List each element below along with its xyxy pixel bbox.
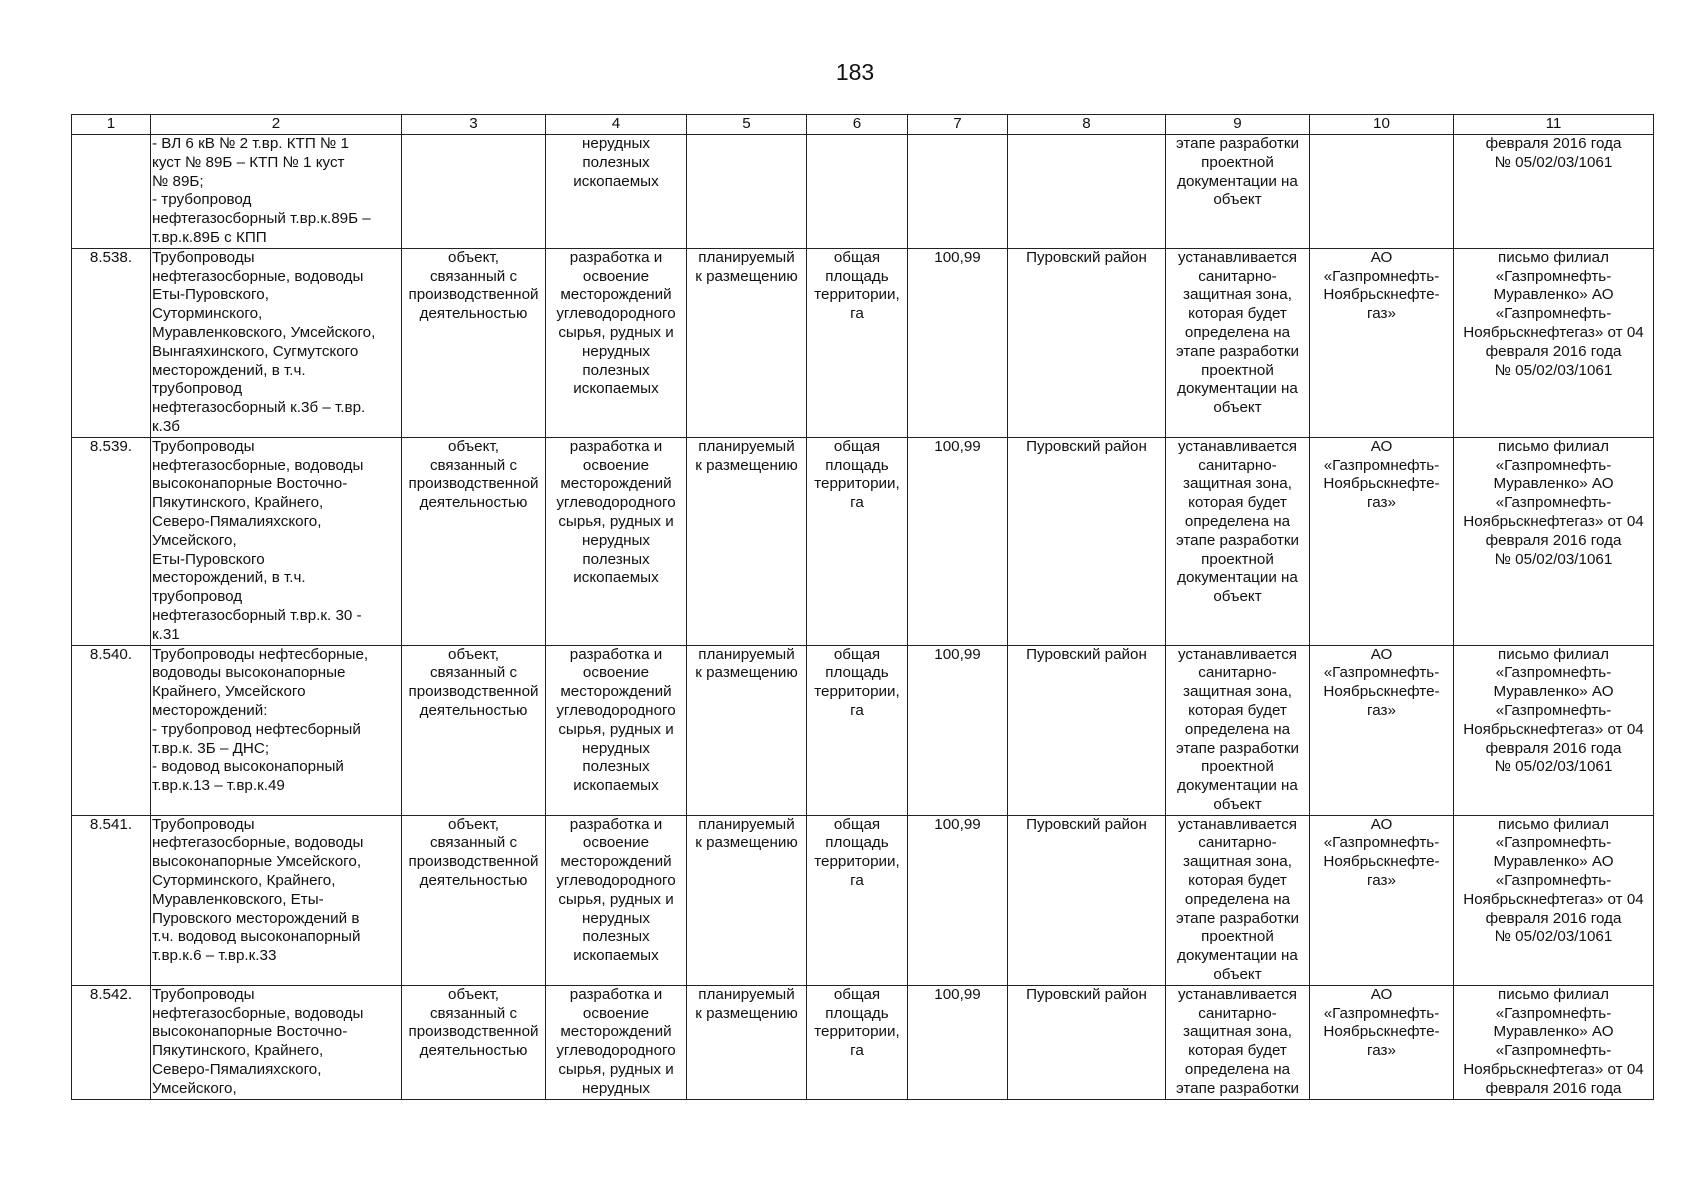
object-type: объект, связанный с производственной деятельностью <box>402 437 546 645</box>
zone-info: устанавливается санитарно- защитная зона, которая будет определена на этапе разработки проектной документации на объект <box>1166 437 1310 645</box>
column-header: 7 <box>908 115 1008 135</box>
organization: АО «Газпромнефть- Ноябрьскнефте- газ» <box>1310 645 1454 815</box>
location: Пуровский район <box>1008 985 1166 1099</box>
characteristic-name <box>807 135 908 249</box>
zone-info: устанавливается санитарно- защитная зона, которая будет определена на этапе разработки проектной документации на объект <box>1166 815 1310 985</box>
column-number-row <box>72 115 1654 135</box>
table-row <box>72 248 1654 437</box>
characteristic-value: 100,99 <box>908 815 1008 985</box>
object-name: Трубопроводы нефтесборные, водоводы высоконапорные Крайнего, Умсейского месторождений: - трубопровод нефтесборный т.вр.к. 3Б – ДНС; - водовод высоконапорный т.вр.к.13 – т.вр.к.49 <box>151 645 402 815</box>
object-status <box>687 135 807 249</box>
column-header: 5 <box>687 115 807 135</box>
column-header: 4 <box>546 115 687 135</box>
object-type: объект, связанный с производственной деятельностью <box>402 248 546 437</box>
organization: АО «Газпромнефть- Ноябрьскнефте- газ» <box>1310 985 1454 1099</box>
location: Пуровский район <box>1008 645 1166 815</box>
row-number: 8.540. <box>72 645 151 815</box>
organization <box>1310 135 1454 249</box>
zone-info: этапе разработки проектной документации на объект <box>1166 135 1310 249</box>
characteristic-value: 100,99 <box>908 985 1008 1099</box>
zone-info: устанавливается санитарно- защитная зона, которая будет определена на этапе разработки <box>1166 985 1310 1099</box>
source-document: письмо филиал «Газпромнефть- Муравленко» АО «Газпромнефть- Ноябрьскнефтегаз» от 04 февраля 2016 года № 05/02/03/1061 <box>1454 437 1654 645</box>
characteristic-value <box>908 135 1008 249</box>
source-document: письмо филиал «Газпромнефть- Муравленко» АО «Газпромнефть- Ноябрьскнефтегаз» от 04 февраля 2016 года <box>1454 985 1654 1099</box>
object-purpose: разработка и освоение месторождений углеводородного сырья, рудных и нерудных полезных ископаемых <box>546 248 687 437</box>
column-header: 11 <box>1454 115 1654 135</box>
object-type: объект, связанный с производственной деятельностью <box>402 815 546 985</box>
table-row <box>72 135 1654 249</box>
source-document: письмо филиал «Газпромнефть- Муравленко» АО «Газпромнефть- Ноябрьскнефтегаз» от 04 февраля 2016 года № 05/02/03/1061 <box>1454 645 1654 815</box>
object-name: Трубопроводы нефтегазосборные, водоводы высоконапорные Восточно- Пякутинского, Крайнего, Северо-Пямалияхского, Умсейского, Еты-Пуровского месторождений, в т.ч. трубопровод нефтегазосборный т.вр.к. 30 - к.31 <box>151 437 402 645</box>
column-header: 6 <box>807 115 908 135</box>
page-number: 183 <box>835 59 875 85</box>
object-status: планируемый к размещению <box>687 815 807 985</box>
object-type <box>402 135 546 249</box>
location: Пуровский район <box>1008 437 1166 645</box>
characteristic-name: общая площадь территории, га <box>807 437 908 645</box>
characteristic-name: общая площадь территории, га <box>807 815 908 985</box>
object-purpose: разработка и освоение месторождений углеводородного сырья, рудных и нерудных <box>546 985 687 1099</box>
column-header: 10 <box>1310 115 1454 135</box>
object-status: планируемый к размещению <box>687 248 807 437</box>
organization: АО «Газпромнефть- Ноябрьскнефте- газ» <box>1310 815 1454 985</box>
characteristic-name: общая площадь территории, га <box>807 248 908 437</box>
object-purpose: разработка и освоение месторождений углеводородного сырья, рудных и нерудных полезных ископаемых <box>546 815 687 985</box>
zone-info: устанавливается санитарно- защитная зона, которая будет определена на этапе разработки проектной документации на объект <box>1166 248 1310 437</box>
source-document: письмо филиал «Газпромнефть- Муравленко» АО «Газпромнефть- Ноябрьскнефтегаз» от 04 февраля 2016 года № 05/02/03/1061 <box>1454 815 1654 985</box>
register-table <box>71 114 1654 1100</box>
column-header: 3 <box>402 115 546 135</box>
column-header: 1 <box>72 115 151 135</box>
table-row <box>72 645 1654 815</box>
table-row <box>72 985 1654 1099</box>
location <box>1008 135 1166 249</box>
table-row <box>72 815 1654 985</box>
row-number: 8.541. <box>72 815 151 985</box>
object-status: планируемый к размещению <box>687 437 807 645</box>
object-name: - ВЛ 6 кВ № 2 т.вр. КТП № 1 куст № 89Б – КТП № 1 куст № 89Б; - трубопровод нефтегазосборный т.вр.к.89Б – т.вр.к.89Б с КПП <box>151 135 402 249</box>
row-number: 8.542. <box>72 985 151 1099</box>
source-document: февраля 2016 года № 05/02/03/1061 <box>1454 135 1654 249</box>
column-header: 2 <box>151 115 402 135</box>
object-name: Трубопроводы нефтегазосборные, водоводы Еты-Пуровского, Суторминского, Муравленковского, Умсейского, Вынгаяхинского, Сугмутского месторождений, в т.ч. трубопровод нефтегазосборный к.3б – т.вр. к.3б <box>151 248 402 437</box>
object-purpose: разработка и освоение месторождений углеводородного сырья, рудных и нерудных полезных ископаемых <box>546 437 687 645</box>
characteristic-value: 100,99 <box>908 437 1008 645</box>
object-purpose: нерудных полезных ископаемых <box>546 135 687 249</box>
characteristic-value: 100,99 <box>908 248 1008 437</box>
row-number <box>72 135 151 249</box>
object-purpose: разработка и освоение месторождений углеводородного сырья, рудных и нерудных полезных ископаемых <box>546 645 687 815</box>
object-status: планируемый к размещению <box>687 985 807 1099</box>
column-header: 8 <box>1008 115 1166 135</box>
object-type: объект, связанный с производственной деятельностью <box>402 985 546 1099</box>
source-document: письмо филиал «Газпромнефть- Муравленко» АО «Газпромнефть- Ноябрьскнефтегаз» от 04 февраля 2016 года № 05/02/03/1061 <box>1454 248 1654 437</box>
organization: АО «Газпромнефть- Ноябрьскнефте- газ» <box>1310 248 1454 437</box>
object-status: планируемый к размещению <box>687 645 807 815</box>
column-header: 9 <box>1166 115 1310 135</box>
row-number: 8.539. <box>72 437 151 645</box>
row-number: 8.538. <box>72 248 151 437</box>
characteristic-name: общая площадь территории, га <box>807 645 908 815</box>
table-row <box>72 437 1654 645</box>
location: Пуровский район <box>1008 248 1166 437</box>
location: Пуровский район <box>1008 815 1166 985</box>
zone-info: устанавливается санитарно- защитная зона, которая будет определена на этапе разработки проектной документации на объект <box>1166 645 1310 815</box>
object-name: Трубопроводы нефтегазосборные, водоводы высоконапорные Восточно- Пякутинского, Крайнего, Северо-Пямалияхского, Умсейского, <box>151 985 402 1099</box>
characteristic-name: общая площадь территории, га <box>807 985 908 1099</box>
object-type: объект, связанный с производственной деятельностью <box>402 645 546 815</box>
organization: АО «Газпромнефть- Ноябрьскнефте- газ» <box>1310 437 1454 645</box>
characteristic-value: 100,99 <box>908 645 1008 815</box>
object-name: Трубопроводы нефтегазосборные, водоводы высоконапорные Умсейского, Суторминского, Крайнего, Муравленковского, Еты- Пуровского месторождений в т.ч. водовод высоконапорный т.вр.к.6 – т.вр.к.33 <box>151 815 402 985</box>
